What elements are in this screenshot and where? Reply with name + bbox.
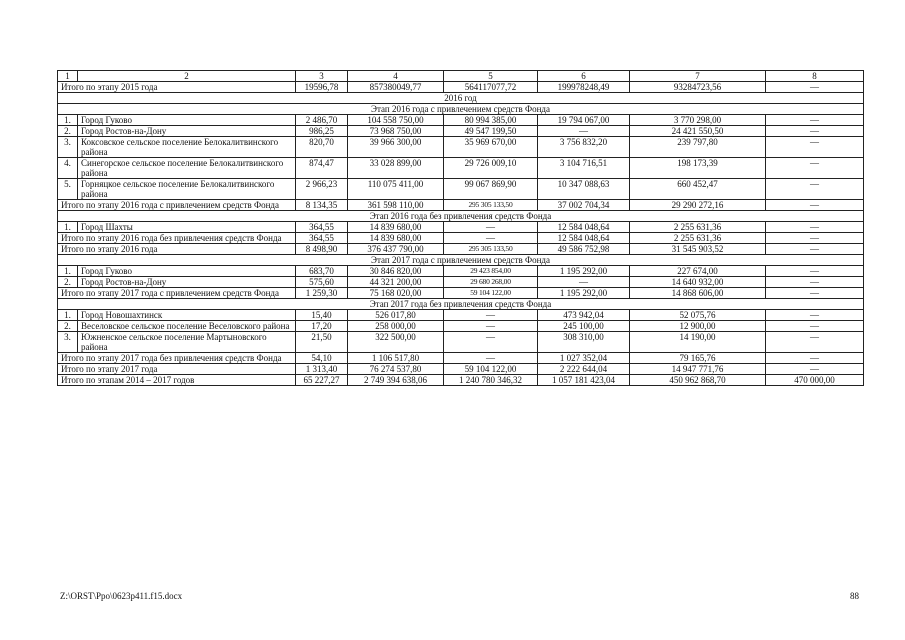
table-cell: —	[766, 233, 864, 244]
table-cell: —	[444, 310, 538, 321]
total-label: Итого по этапу 2017 года с привлечением средств Фонда	[58, 288, 296, 299]
table-cell: 227 674,00	[630, 266, 766, 277]
table-cell: 21,50	[296, 332, 348, 353]
table-cell: 14 839 680,00	[348, 222, 444, 233]
table-cell: —	[766, 115, 864, 126]
table-cell: 986,25	[296, 126, 348, 137]
table-cell: 1 240 780 346,32	[444, 375, 538, 386]
table-cell: 2 749 394 638,06	[348, 375, 444, 386]
table-cell: 473 942,04	[538, 310, 630, 321]
table-row	[58, 115, 864, 126]
table-cell: 35 969 670,00	[444, 137, 538, 158]
table-cell: 3 756 832,20	[538, 137, 630, 158]
table-cell: —	[538, 126, 630, 137]
table-row	[58, 332, 864, 353]
table-cell: —	[766, 310, 864, 321]
table-cell: —	[766, 321, 864, 332]
table-cell: —	[766, 332, 864, 353]
total-label: Итого по этапу 2017 года	[58, 364, 296, 375]
row-number: 2.	[58, 321, 78, 332]
table-cell: 8 498,90	[296, 244, 348, 255]
table-cell: 683,70	[296, 266, 348, 277]
table-cell: —	[766, 82, 864, 93]
section-title: Этап 2016 года с привлечением средств Фонда	[58, 104, 864, 115]
table-cell: 3 104 716,51	[538, 158, 630, 179]
table-cell: —	[766, 200, 864, 211]
table-cell: 49 586 752,98	[538, 244, 630, 255]
table-cell: 12 900,00	[630, 321, 766, 332]
table-row	[58, 222, 864, 233]
table-cell: 2 255 631,36	[630, 222, 766, 233]
table-row	[58, 137, 864, 158]
table-cell: 19 794 067,00	[538, 115, 630, 126]
table-cell: 660 452,47	[630, 179, 766, 200]
table-cell: 29 726 009,10	[444, 158, 538, 179]
table-cell: 39 966 300,00	[348, 137, 444, 158]
footer-file-path: Z:\ORST\Ppo\0623p411.f15.docx	[60, 591, 183, 601]
table-cell: 75 168 020,00	[348, 288, 444, 299]
column-header: 4	[348, 71, 444, 82]
section-title: Этап 2016 года без привлечения средств Фонда	[58, 211, 864, 222]
row-name: Город Шахты	[78, 222, 296, 233]
table-cell: 364,55	[296, 233, 348, 244]
section-header-row	[58, 104, 864, 115]
table-cell: 104 558 750,00	[348, 115, 444, 126]
table-cell: 2 255 631,36	[630, 233, 766, 244]
table-cell: 295 305 133,50	[444, 200, 538, 211]
table-cell: 31 545 903,52	[630, 244, 766, 255]
row-number: 3.	[58, 332, 78, 353]
total-row	[58, 353, 864, 364]
table-cell: 1 313,40	[296, 364, 348, 375]
table-row	[58, 321, 864, 332]
row-number: 1.	[58, 266, 78, 277]
row-number: 5.	[58, 179, 78, 200]
table-cell: 15,40	[296, 310, 348, 321]
table-cell: 198 173,39	[630, 158, 766, 179]
table-cell: —	[766, 364, 864, 375]
total-label: Итого по этапу 2016 года	[58, 244, 296, 255]
row-number: 3.	[58, 137, 78, 158]
row-number: 1.	[58, 222, 78, 233]
table-cell: 14 868 606,00	[630, 288, 766, 299]
table-cell: —	[444, 321, 538, 332]
total-label: Итого по этапу 2016 года с привлечением средств Фонда	[58, 200, 296, 211]
row-name: Синегорское сельское поселение Белокалитвинского района	[78, 158, 296, 179]
column-header: 3	[296, 71, 348, 82]
table-cell: 14 190,00	[630, 332, 766, 353]
table-cell: 2 966,23	[296, 179, 348, 200]
section-title: 2016 год	[58, 93, 864, 104]
table-cell: 8 134,35	[296, 200, 348, 211]
table-cell: —	[444, 353, 538, 364]
total-row	[58, 288, 864, 299]
row-number: 1.	[58, 115, 78, 126]
table-cell: 470 000,00	[766, 375, 864, 386]
section-title: Этап 2017 года без привлечения средств Фонда	[58, 299, 864, 310]
table-cell: —	[538, 277, 630, 288]
table-cell: 245 100,00	[538, 321, 630, 332]
table-cell: 80 994 385,00	[444, 115, 538, 126]
table-cell: —	[766, 126, 864, 137]
table-cell: 564117077,72	[444, 82, 538, 93]
table-cell: 364,55	[296, 222, 348, 233]
table-cell: 2 486,70	[296, 115, 348, 126]
table-row	[58, 158, 864, 179]
table-cell: 76 274 537,80	[348, 364, 444, 375]
table-cell: 1 057 181 423,04	[538, 375, 630, 386]
table-row	[58, 126, 864, 137]
row-name: Горняцкое сельское поселение Белокалитвинского района	[78, 179, 296, 200]
table-cell: 37 002 704,34	[538, 200, 630, 211]
table-cell: 526 017,80	[348, 310, 444, 321]
table-cell: 49 547 199,50	[444, 126, 538, 137]
table-cell: 308 310,00	[538, 332, 630, 353]
column-header: 8	[766, 71, 864, 82]
table-cell: 29 290 272,16	[630, 200, 766, 211]
total-row	[58, 364, 864, 375]
column-header: 7	[630, 71, 766, 82]
total-row	[58, 233, 864, 244]
total-row	[58, 244, 864, 255]
table-cell: 59 104 122,00	[444, 288, 538, 299]
row-name: Южненское сельское поселение Мартыновского района	[78, 332, 296, 353]
data-table	[57, 70, 864, 386]
total-label: Итого по этапу 2015 года	[58, 82, 296, 93]
table-cell: 79 165,76	[630, 353, 766, 364]
section-header-row	[58, 211, 864, 222]
column-header: 2	[78, 71, 296, 82]
row-name: Веселовское сельское поселение Веселовского района	[78, 321, 296, 332]
table-cell: —	[766, 266, 864, 277]
table-cell: 3 770 298,00	[630, 115, 766, 126]
table-cell: 110 075 411,00	[348, 179, 444, 200]
table-cell: 54,10	[296, 353, 348, 364]
table-cell: —	[766, 288, 864, 299]
row-number: 2.	[58, 277, 78, 288]
table-row	[58, 277, 864, 288]
table-cell: 73 968 750,00	[348, 126, 444, 137]
table-cell: 44 321 200,00	[348, 277, 444, 288]
table-cell: —	[444, 332, 538, 353]
row-name: Город Ростов-на-Дону	[78, 277, 296, 288]
table-cell: 376 437 790,00	[348, 244, 444, 255]
table-cell: —	[766, 158, 864, 179]
table-cell: 12 584 048,64	[538, 222, 630, 233]
column-header: 5	[444, 71, 538, 82]
table-cell: 199978248,49	[538, 82, 630, 93]
table-cell: —	[766, 137, 864, 158]
table-cell: —	[766, 179, 864, 200]
row-number: 2.	[58, 126, 78, 137]
total-row	[58, 200, 864, 211]
table-cell: —	[444, 222, 538, 233]
row-name: Город Новошахтинск	[78, 310, 296, 321]
table-cell: —	[444, 233, 538, 244]
table-cell: 59 104 122,00	[444, 364, 538, 375]
table-row	[58, 266, 864, 277]
table-cell: 17,20	[296, 321, 348, 332]
table-cell: 322 500,00	[348, 332, 444, 353]
table-cell: 19596,78	[296, 82, 348, 93]
table-cell: —	[766, 244, 864, 255]
table-cell: 258 000,00	[348, 321, 444, 332]
table-cell: 1 259,30	[296, 288, 348, 299]
row-number: 4.	[58, 158, 78, 179]
table-cell: 1 195 292,00	[538, 266, 630, 277]
table-cell: 1 195 292,00	[538, 288, 630, 299]
section-title: Этап 2017 года с привлечением средств Фонда	[58, 255, 864, 266]
table-cell: 65 227,27	[296, 375, 348, 386]
table-cell: 52 075,76	[630, 310, 766, 321]
table-cell: 1 106 517,80	[348, 353, 444, 364]
table-cell: —	[766, 277, 864, 288]
header-row	[58, 71, 864, 82]
table-cell: —	[766, 222, 864, 233]
table-cell: 820,70	[296, 137, 348, 158]
table-cell: 361 598 110,00	[348, 200, 444, 211]
section-header-row	[58, 255, 864, 266]
row-name: Город Ростов-на-Дону	[78, 126, 296, 137]
section-header-row	[58, 93, 864, 104]
table-cell: 10 347 088,63	[538, 179, 630, 200]
row-number: 1.	[58, 310, 78, 321]
table-cell: 14 839 680,00	[348, 233, 444, 244]
row-name: Город Гуково	[78, 266, 296, 277]
total-label: Итого по этапам 2014 – 2017 годов	[58, 375, 296, 386]
table-cell: 24 421 550,50	[630, 126, 766, 137]
table-cell: 93284723,56	[630, 82, 766, 93]
table-cell: 450 962 868,70	[630, 375, 766, 386]
total-row	[58, 82, 864, 93]
column-header: 1	[58, 71, 78, 82]
table-cell: 99 067 869,90	[444, 179, 538, 200]
table-cell: 30 846 820,00	[348, 266, 444, 277]
table-cell: 33 028 899,00	[348, 158, 444, 179]
row-name: Коксовское сельское поселение Белокалитвинского района	[78, 137, 296, 158]
table-cell: 874,47	[296, 158, 348, 179]
total-label: Итого по этапу 2017 года без привлечения средств Фонда	[58, 353, 296, 364]
table-cell: 575,60	[296, 277, 348, 288]
table-cell: 14 640 932,00	[630, 277, 766, 288]
table-cell: 2 222 644,04	[538, 364, 630, 375]
column-header: 6	[538, 71, 630, 82]
total-row	[58, 375, 864, 386]
table-cell: 14 947 771,76	[630, 364, 766, 375]
table-cell: 295 305 133,50	[444, 244, 538, 255]
table-row	[58, 179, 864, 200]
page-number: 88	[850, 591, 859, 601]
table-cell: 29 680 268,00	[444, 277, 538, 288]
table-cell: 12 584 048,64	[538, 233, 630, 244]
table-cell: 239 797,80	[630, 137, 766, 158]
table-cell: 1 027 352,04	[538, 353, 630, 364]
table-cell: —	[766, 353, 864, 364]
total-label: Итого по этапу 2016 года без привлечения средств Фонда	[58, 233, 296, 244]
table-row	[58, 310, 864, 321]
row-name: Город Гуково	[78, 115, 296, 126]
table-cell: 29 423 854,00	[444, 266, 538, 277]
section-header-row	[58, 299, 864, 310]
table-cell: 857380049,77	[348, 82, 444, 93]
